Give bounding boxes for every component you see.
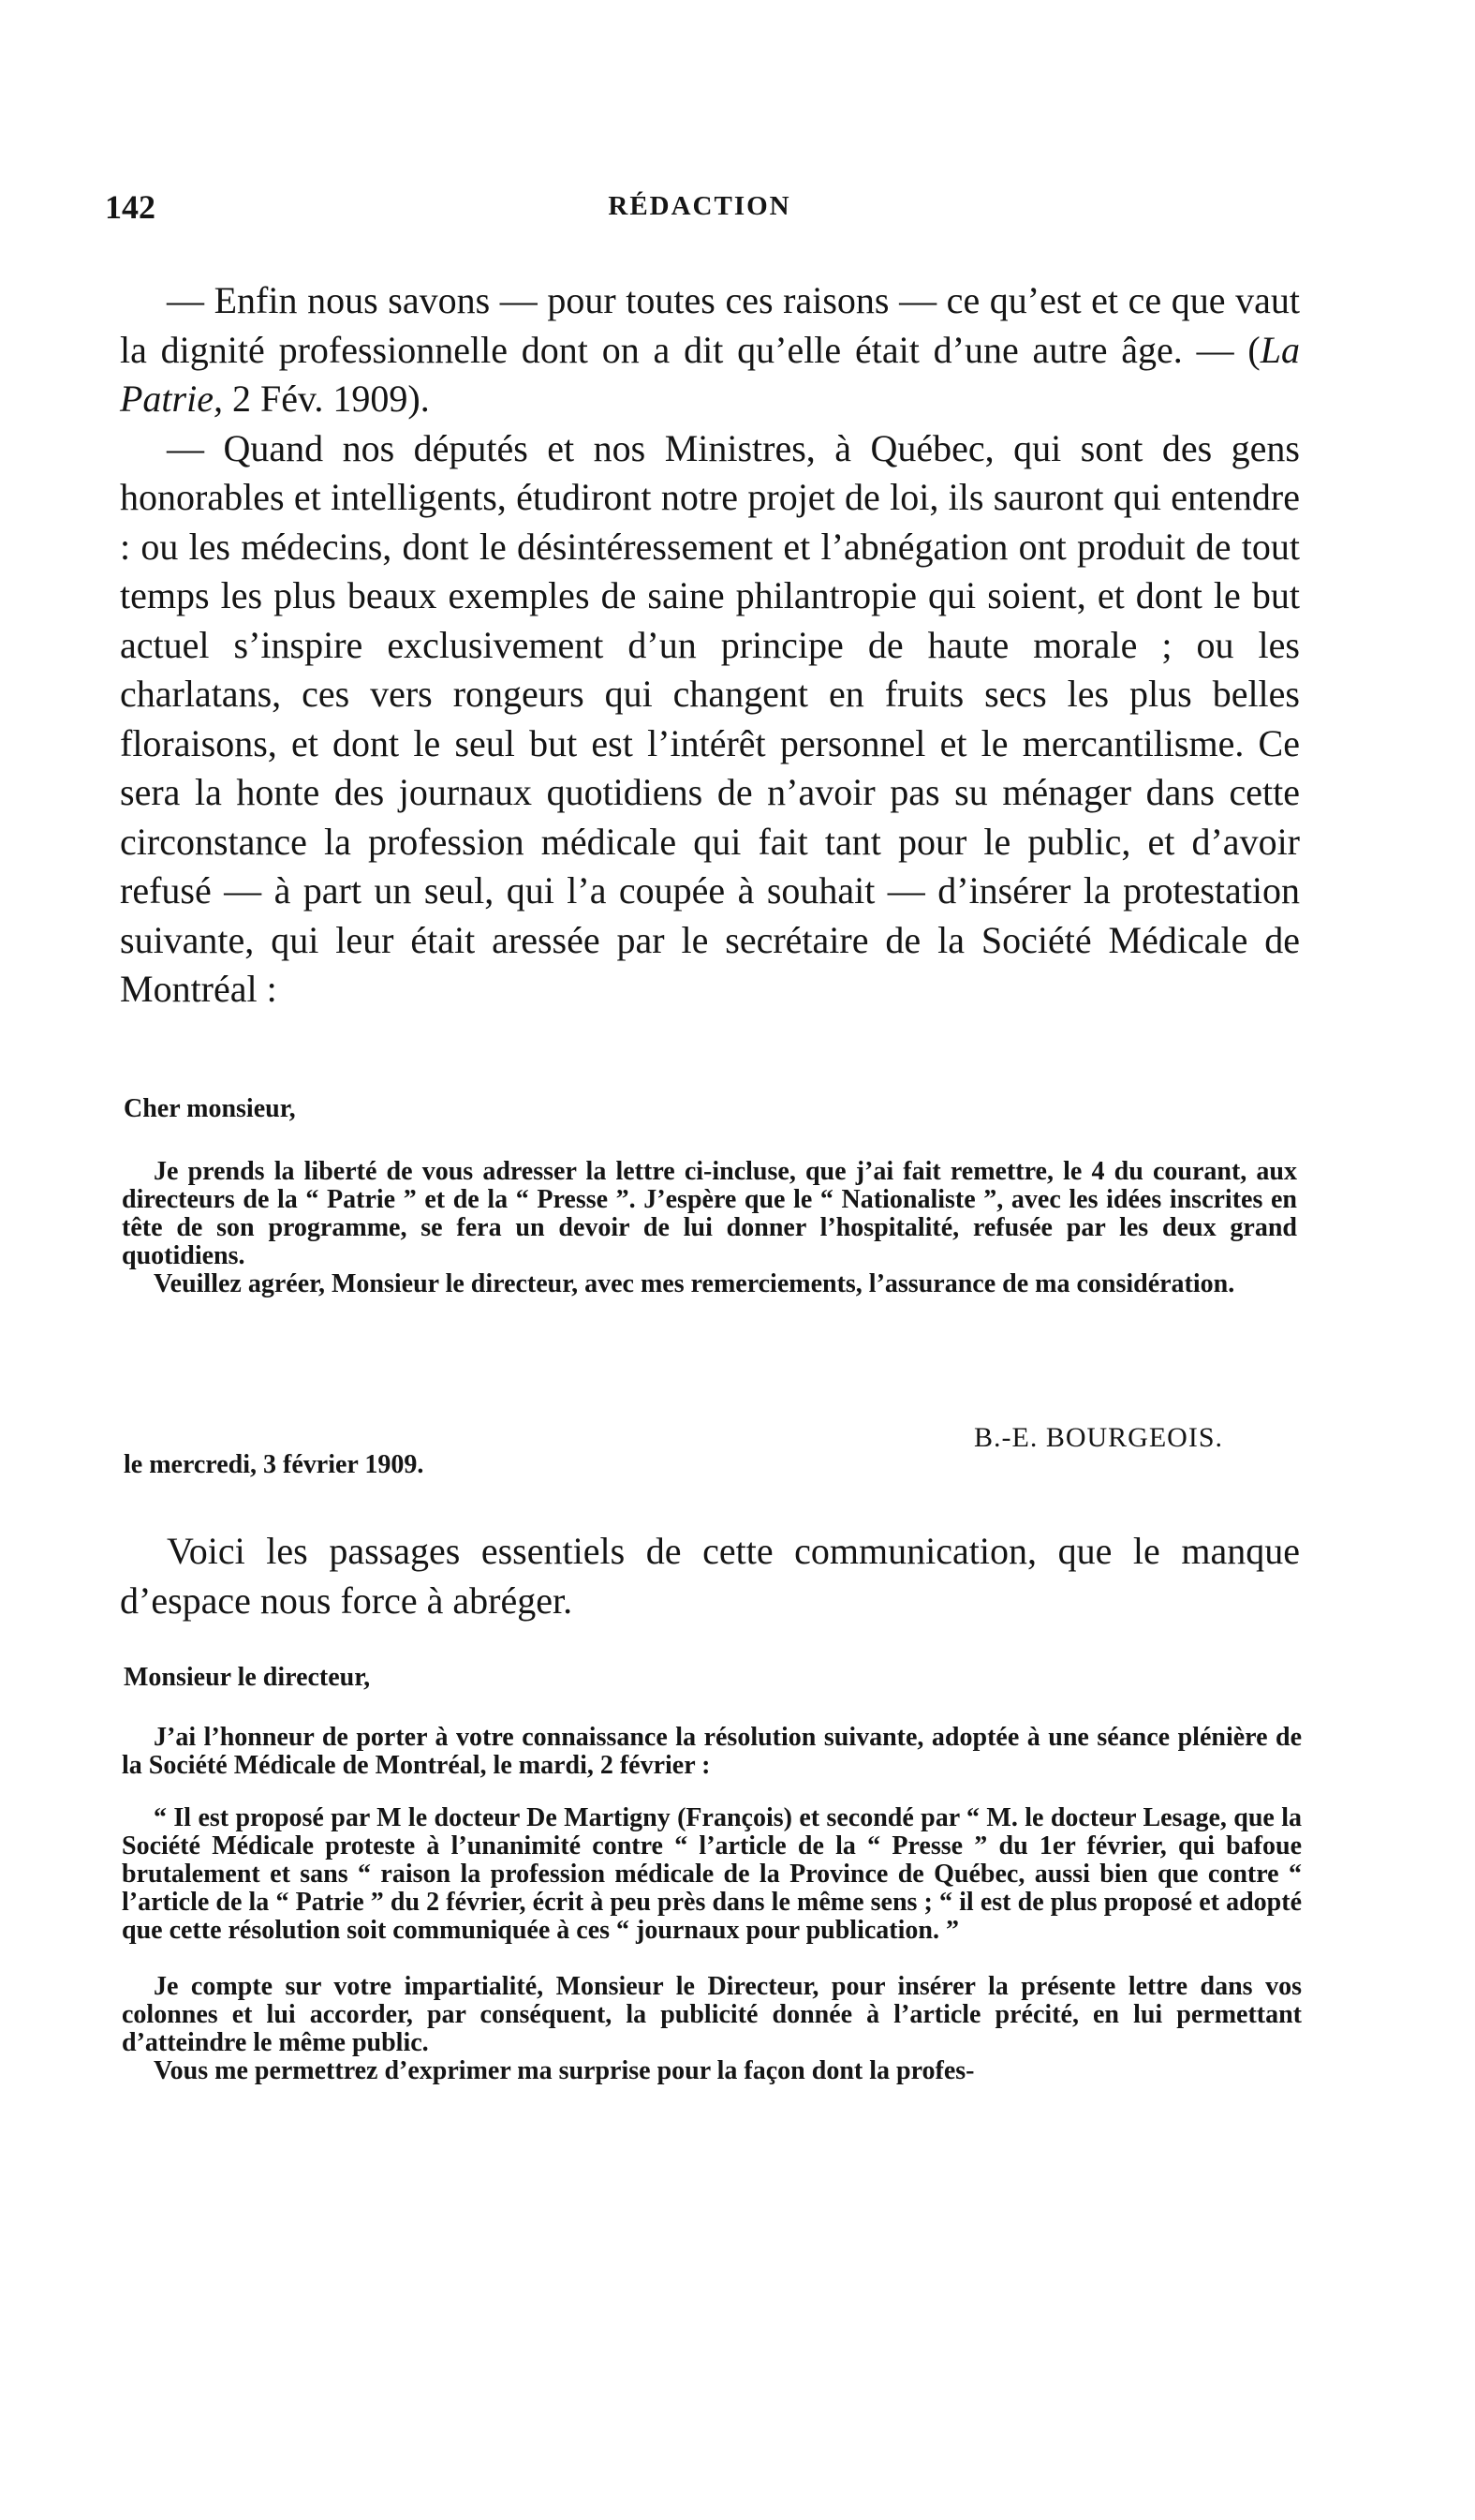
letter2-paragraph-3: Vous me permettrez d’exprimer ma surprise pour la façon dont la profes- [154, 2056, 975, 2085]
letter1-body [122, 1158, 1297, 1298]
main-text-section-2 [120, 1527, 1300, 1625]
letter1-signature: B.-E. BOURGEOIS. [974, 1422, 1224, 1453]
letter2-body [122, 1724, 1302, 2085]
page-header [105, 187, 1294, 234]
letter2-resolution-quote: “ Il est proposé par M le docteur De Martigny (François) et secondé par “ M. le docteur Lesage, que la Société Médicale proteste à l’unanimité contre “ l’article de la “ Presse ” du 1er février, qui bafoue brutalement et sans “ raison la profession médicale de la Province de Québec, aussi bien que contre “ l’article de la “ Patrie ” du 2 février, écrit à peu près dans le même sens ; “ il est de plus proposé et adopté que cette résolution soit communiquée à ces “ journaux pour publication. ” [122, 1803, 1302, 1945]
letter1-paragraph-1: Je prends la liberté de vous adresser la lettre ci-incluse, que j’ai fait remettre, le 4 du courant, aux directeurs de la “ Patrie ” et de la “ Presse ”. J’espère que le “ Nationaliste ”, avec les idées inscrites en tête de son programme, se fera un devoir de lui donner l’hospitalité, refusée par les deux grand quotidiens. [122, 1157, 1297, 1270]
running-head: RÉDACTION [608, 191, 791, 221]
letter1-paragraph-2: Veuillez agréer, Monsieur le directeur, avec mes remerciements, l’assurance de ma considération. [154, 1269, 1235, 1298]
letter2-salutation: Monsieur le directeur, [124, 1663, 371, 1692]
main-text-section-1 [120, 276, 1300, 1015]
letter2-paragraph-2: Je compte sur votre impartialité, Monsieur le Directeur, pour insérer la présente lettre dans vos colonnes et lui accorder, par conséquent, la publicité donnée à l’article précité, en lui permettant d’atteindre le même public. [122, 1972, 1302, 2057]
paragraph-voici: Voici les passages essentiels de cette communication, que le manque d’espace nous force à abréger. [120, 1530, 1300, 1622]
letter1-salutation: Cher monsieur, [124, 1094, 296, 1123]
letter1-date: le mercredi, 3 février 1909. [124, 1450, 424, 1479]
paragraph-quand: — Quand nos députés et nos Ministres, à Québec, qui sont des gens honorables et intelligents, étudiront notre projet de loi, ils sauront qui entendre : ou les médecins, dont le désintéressement et l’abnégation ont produit de tout temps les plus beaux exemples de saine philantropie qui soient, et dont le but actuel s’inspire exclusivement d’un principe de haute morale ; ou les charlatans, ces vers rongeurs qui changent en fruits secs les plus belles floraisons, et dont le seul but est l’intérêt personnel et le mercantilisme. Ce sera la honte des journaux quotidiens de n’avoir pas su ménager dans cette circonstance la profession médicale qui fait tant pour le public, et d’avoir refusé — à part un seul, qui l’a coupée à souhait — d’insérer la protestation suivante, qui leur était aressée par le secrétaire de la Société Médicale de Montréal : [120, 426, 1300, 1010]
letter2-paragraph-1: J’ai l’honneur de porter à votre connaissance la résolution suivante, adoptée à une séance plénière de la Société Médicale de Montréal, le mardi, 2 février : [122, 1723, 1302, 1780]
page-number: 142 [105, 188, 155, 226]
paragraph-enfin: — Enfin nous savons — pour toutes ces raisons — ce qu’est et ce que vaut la dignité professionnelle dont on a dit qu’elle était d’une autre âge. — (La Patrie, 2 Fév. 1909). [120, 279, 1300, 420]
source-citation: La Patrie, [120, 328, 1300, 420]
